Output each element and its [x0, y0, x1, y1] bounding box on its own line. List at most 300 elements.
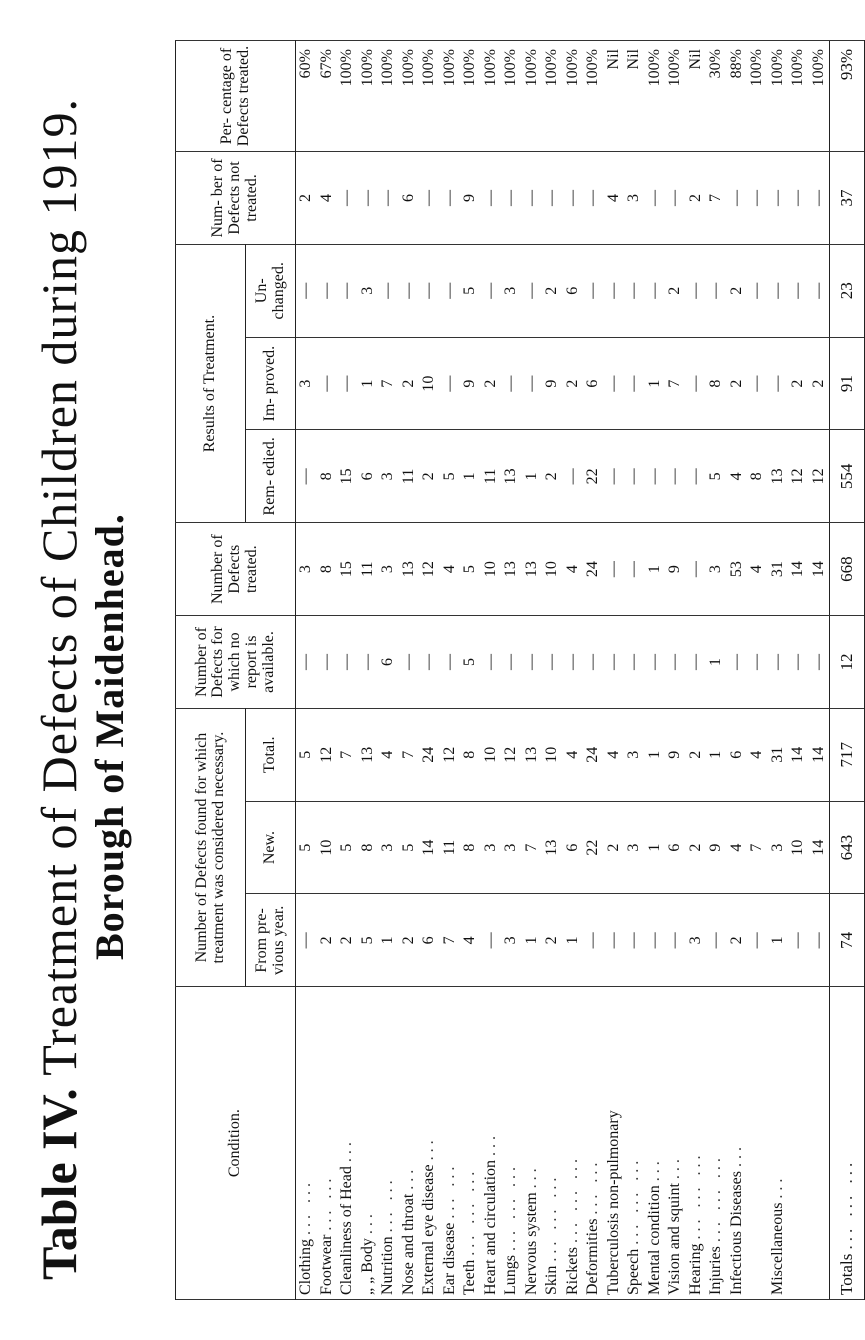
cell-improved: 9	[542, 337, 563, 430]
cell-treated: 12	[419, 523, 440, 616]
cell-not-treated: —	[501, 152, 522, 245]
col-remedied-header: Rem- edied.	[246, 430, 296, 523]
cell-prev: —	[604, 894, 625, 987]
col-treated-header: Number of Defects treated.	[176, 523, 296, 616]
condition-label: Cleanliness of Head	[338, 1166, 356, 1295]
defects-table	[175, 40, 856, 1300]
table-row	[296, 41, 317, 1300]
table-row	[460, 41, 481, 1300]
cell-remedied: —	[563, 430, 584, 523]
cell-pct: 88%	[727, 41, 748, 152]
cell-pct: 100%	[501, 41, 522, 152]
table-body	[296, 41, 865, 1300]
cell-new: 7	[747, 801, 768, 894]
cell-remedied: 5	[440, 430, 461, 523]
condition-label: Vision and squint	[666, 1183, 684, 1295]
cell-total: 14	[788, 708, 809, 801]
cell-pct: 100%	[440, 41, 461, 152]
cell-remedied: 13	[501, 430, 522, 523]
cell-new: 6	[563, 801, 584, 894]
cell-unchanged: 6	[563, 244, 584, 337]
condition-cell	[440, 987, 461, 1300]
cell-not-treated: —	[788, 152, 809, 245]
cell-new: 13	[542, 801, 563, 894]
cell-not-treated: —	[645, 152, 666, 245]
cell-pct: 100%	[563, 41, 584, 152]
condition-cell	[686, 987, 707, 1300]
cell-improved: —	[337, 337, 358, 430]
leader-dots: ...	[399, 1165, 417, 1190]
table-row	[317, 41, 338, 1300]
table-row	[419, 41, 440, 1300]
cell-prev: —	[296, 894, 317, 987]
cell-prev: —	[583, 894, 604, 987]
cell-pct: 100%	[419, 41, 440, 152]
leader-dots: ...	[358, 1210, 376, 1235]
col-no-report-header: Number of Defects for which no report is available.	[176, 616, 296, 709]
cell-improved: —	[501, 337, 522, 430]
cell-prev: 1	[378, 894, 399, 987]
cell-unchanged: —	[645, 244, 666, 337]
cell-unchanged: —	[522, 244, 543, 337]
cell-unchanged: —	[604, 244, 625, 337]
condition-cell	[706, 987, 727, 1300]
condition-cell	[378, 987, 399, 1300]
cell-improved: 7	[378, 337, 399, 430]
cell-treated: 14	[809, 523, 830, 616]
cell-no-report: —	[317, 616, 338, 709]
cell-pct: 100%	[481, 41, 502, 152]
cell-prev: —	[747, 894, 768, 987]
condition-label: Heart and circulation	[481, 1159, 499, 1295]
cell-unchanged: —	[624, 244, 645, 337]
totals-leader-dots: ... ... ...	[837, 1158, 856, 1250]
table-row	[686, 41, 707, 1300]
col-not-treated-header: Num- ber of Defects not treated.	[176, 152, 296, 245]
cell-unchanged: 5	[460, 244, 481, 337]
col-improved-header: Im- proved.	[246, 337, 296, 430]
cell-remedied: 2	[542, 430, 563, 523]
cell-unchanged: —	[768, 244, 789, 337]
table-number: Table IV.	[31, 1088, 87, 1280]
cell-remedied: 15	[337, 430, 358, 523]
cell-unchanged: —	[706, 244, 727, 337]
cell-improved: —	[440, 337, 461, 430]
cell-new: 2	[686, 801, 707, 894]
cell-unchanged: —	[747, 244, 768, 337]
cell-improved: —	[747, 337, 768, 430]
cell-remedied: 8	[317, 430, 338, 523]
leader-dots: ... ...	[379, 1176, 397, 1233]
cell-new: 3	[768, 801, 789, 894]
cell-new: 5	[337, 801, 358, 894]
cell-no-report: —	[501, 616, 522, 709]
totals-treated: 668	[830, 523, 865, 616]
cell-remedied: —	[604, 430, 625, 523]
col-percentage-header: Per- centage of Defects treated.	[176, 41, 296, 152]
condition-cell	[317, 987, 338, 1300]
cell-no-report: —	[727, 616, 748, 709]
leader-dots: ... ... ...	[502, 1163, 520, 1251]
cell-total: 6	[727, 708, 748, 801]
cell-treated: 13	[501, 523, 522, 616]
cell-new: 9	[706, 801, 727, 894]
cell-no-report: —	[440, 616, 461, 709]
cell-remedied: —	[624, 430, 645, 523]
cell-unchanged: 3	[501, 244, 522, 337]
cell-total: 10	[481, 708, 502, 801]
cell-pct: 100%	[542, 41, 563, 152]
cell-remedied: 1	[522, 430, 543, 523]
col-prev-header: From pre- vious year.	[246, 894, 296, 987]
table-row	[337, 41, 358, 1300]
cell-prev: 1	[522, 894, 543, 987]
cell-improved: —	[317, 337, 338, 430]
cell-treated: —	[604, 523, 625, 616]
cell-no-report: —	[686, 616, 707, 709]
cell-unchanged: 2	[542, 244, 563, 337]
cell-prev: 2	[399, 894, 420, 987]
cell-new: 5	[399, 801, 420, 894]
cell-new: 7	[522, 801, 543, 894]
cell-improved: —	[686, 337, 707, 430]
leader-dots: ... ... ...	[707, 1154, 725, 1243]
cell-prev: 2	[542, 894, 563, 987]
condition-label: Injuries	[707, 1246, 725, 1295]
cell-new: 10	[788, 801, 809, 894]
leader-dots: ...	[481, 1131, 499, 1156]
cell-unchanged: —	[378, 244, 399, 337]
cell-prev: 7	[440, 894, 461, 987]
table-row	[665, 41, 686, 1300]
cell-improved: 2	[809, 337, 830, 430]
cell-pct: 67%	[317, 41, 338, 152]
leader-dots: ...	[645, 1157, 663, 1182]
cell-total: 13	[358, 708, 379, 801]
table-row	[768, 41, 789, 1300]
table-row	[501, 41, 522, 1300]
leader-dots: ... ... ...	[625, 1156, 643, 1245]
condition-cell	[501, 987, 522, 1300]
cell-new: 2	[604, 801, 625, 894]
cell-improved: 3	[296, 337, 317, 430]
cell-total: 13	[522, 708, 543, 801]
cell-prev: —	[624, 894, 645, 987]
cell-prev: 2	[317, 894, 338, 987]
condition-label: Infectious Diseases	[727, 1171, 745, 1295]
cell-unchanged: —	[788, 244, 809, 337]
cell-treated: 15	[337, 523, 358, 616]
cell-not-treated: —	[747, 152, 768, 245]
cell-prev: 1	[768, 894, 789, 987]
cell-pct: 100%	[645, 41, 666, 152]
col-group-defects-header: Number of Defects found for which treatment was considered necessary.	[176, 708, 246, 986]
cell-total: 1	[706, 708, 727, 801]
cell-treated: —	[624, 523, 645, 616]
leader-dots: ... ...	[297, 1178, 315, 1235]
cell-total: 4	[604, 708, 625, 801]
cell-no-report: —	[768, 616, 789, 709]
table-row	[378, 41, 399, 1300]
cell-no-report: —	[645, 616, 666, 709]
cell-prev: 4	[460, 894, 481, 987]
cell-treated: 5	[460, 523, 481, 616]
cell-total: 2	[686, 708, 707, 801]
totals-remedied: 554	[830, 430, 865, 523]
cell-remedied: 2	[419, 430, 440, 523]
cell-total: 4	[747, 708, 768, 801]
condition-cell	[645, 987, 666, 1300]
cell-prev: 1	[563, 894, 584, 987]
cell-prev: —	[788, 894, 809, 987]
cell-no-report: —	[481, 616, 502, 709]
condition-cell	[563, 987, 584, 1300]
cell-total: 4	[378, 708, 399, 801]
cell-not-treated: 2	[686, 152, 707, 245]
cell-not-treated: —	[727, 152, 748, 245]
cell-remedied: 13	[768, 430, 789, 523]
table-row	[624, 41, 645, 1300]
condition-label: Skin	[543, 1265, 561, 1295]
cell-pct: Nil	[686, 41, 707, 152]
cell-improved: 9	[460, 337, 481, 430]
cell-treated: 3	[296, 523, 317, 616]
cell-unchanged: —	[399, 244, 420, 337]
cell-prev: —	[665, 894, 686, 987]
table-row	[542, 41, 563, 1300]
cell-pct: 100%	[522, 41, 543, 152]
borough-title: Borough of Maidenhead.	[87, 513, 132, 960]
cell-remedied: 1	[460, 430, 481, 523]
cell-total: 4	[563, 708, 584, 801]
condition-cell	[747, 987, 768, 1300]
cell-prev: 5	[358, 894, 379, 987]
cell-total: 9	[665, 708, 686, 801]
cell-new: 1	[645, 801, 666, 894]
cell-not-treated: —	[378, 152, 399, 245]
cell-total: 3	[624, 708, 645, 801]
cell-not-treated: —	[768, 152, 789, 245]
leader-dots: ...	[522, 1164, 540, 1189]
cell-improved: 1	[645, 337, 666, 430]
cell-treated: 31	[768, 523, 789, 616]
cell-unchanged: —	[317, 244, 338, 337]
cell-improved: 2	[399, 337, 420, 430]
table-row	[481, 41, 502, 1300]
totals-no-report: 12	[830, 616, 865, 709]
condition-label: Tuberculosis non-pulmonary	[604, 1110, 622, 1295]
cell-treated: 13	[522, 523, 543, 616]
cell-total: 24	[583, 708, 604, 801]
cell-remedied: 22	[583, 430, 604, 523]
cell-pct: 30%	[706, 41, 727, 152]
table-row	[604, 41, 625, 1300]
cell-unchanged: 3	[358, 244, 379, 337]
cell-prev: —	[645, 894, 666, 987]
cell-remedied: —	[665, 430, 686, 523]
cell-remedied: 8	[747, 430, 768, 523]
cell-improved: 2	[481, 337, 502, 430]
leader-dots: ...	[338, 1138, 356, 1163]
table-row	[809, 41, 830, 1300]
cell-remedied: 3	[378, 430, 399, 523]
condition-label: Ear disease	[440, 1222, 458, 1295]
condition-cell	[542, 987, 563, 1300]
cell-no-report: —	[809, 616, 830, 709]
condition-cell	[481, 987, 502, 1300]
cell-no-report: —	[604, 616, 625, 709]
cell-no-report: —	[665, 616, 686, 709]
cell-no-report: —	[358, 616, 379, 709]
leader-dots: ... ... ...	[543, 1173, 561, 1262]
table-heading	[30, 98, 88, 1280]
cell-not-treated: 9	[460, 152, 481, 245]
cell-treated: 10	[542, 523, 563, 616]
cell-treated: 13	[399, 523, 420, 616]
condition-label: Lungs	[502, 1255, 520, 1295]
totals-total: 717	[830, 708, 865, 801]
condition-label: Clothing	[297, 1238, 315, 1295]
cell-no-report: 6	[378, 616, 399, 709]
leader-dots: ...	[420, 1136, 438, 1161]
condition-label: „ „ Body	[358, 1238, 376, 1295]
cell-treated: 11	[358, 523, 379, 616]
cell-improved: 2	[788, 337, 809, 430]
cell-total: 14	[809, 708, 830, 801]
cell-no-report: —	[542, 616, 563, 709]
cell-improved: 7	[665, 337, 686, 430]
cell-new: 4	[727, 801, 748, 894]
table-row	[706, 41, 727, 1300]
cell-improved: —	[604, 337, 625, 430]
condition-cell	[768, 987, 789, 1300]
table-row	[440, 41, 461, 1300]
cell-no-report: —	[747, 616, 768, 709]
cell-not-treated: —	[358, 152, 379, 245]
cell-unchanged: —	[583, 244, 604, 337]
table-row	[788, 41, 809, 1300]
cell-treated: 10	[481, 523, 502, 616]
leader-dots: ...	[727, 1143, 745, 1168]
cell-not-treated: —	[809, 152, 830, 245]
cell-treated: 3	[378, 523, 399, 616]
cell-no-report: 5	[460, 616, 481, 709]
cell-pct: 100%	[399, 41, 420, 152]
cell-no-report: —	[337, 616, 358, 709]
cell-pct: 100%	[378, 41, 399, 152]
cell-pct: 100%	[747, 41, 768, 152]
cell-treated: 3	[706, 523, 727, 616]
cell-not-treated: 4	[317, 152, 338, 245]
table-row	[358, 41, 379, 1300]
leader-dots: ... ... ...	[461, 1167, 479, 1256]
cell-total: 8	[460, 708, 481, 801]
condition-cell	[358, 987, 379, 1300]
cell-improved: —	[768, 337, 789, 430]
cell-new: 3	[501, 801, 522, 894]
cell-treated: 4	[563, 523, 584, 616]
cell-remedied: 11	[481, 430, 502, 523]
cell-pct: 60%	[296, 41, 317, 152]
cell-new: 8	[358, 801, 379, 894]
condition-cell	[296, 987, 317, 1300]
cell-not-treated: 6	[399, 152, 420, 245]
totals-label: Totals	[837, 1253, 856, 1295]
cell-new: 3	[378, 801, 399, 894]
cell-remedied: —	[686, 430, 707, 523]
condition-label: Nervous system	[522, 1192, 540, 1295]
totals-row	[830, 41, 865, 1300]
leader-dots: ...	[768, 1174, 786, 1199]
condition-label: Rickets	[563, 1247, 581, 1295]
cell-pct: Nil	[624, 41, 645, 152]
totals-prev: 74	[830, 894, 865, 987]
cell-pct: 100%	[665, 41, 686, 152]
totals-label-cell	[830, 987, 865, 1300]
leader-dots: ... ...	[317, 1174, 335, 1231]
cell-no-report: —	[788, 616, 809, 709]
col-new-header: New.	[246, 801, 296, 894]
cell-treated: 9	[665, 523, 686, 616]
cell-remedied: 12	[788, 430, 809, 523]
cell-total: 12	[440, 708, 461, 801]
cell-remedied: 5	[706, 430, 727, 523]
totals-not-treated: 37	[830, 152, 865, 245]
cell-prev: —	[706, 894, 727, 987]
table-title: Treatment of Defects of Children during 1919.	[31, 98, 87, 1076]
cell-improved: 2	[563, 337, 584, 430]
cell-remedied: 4	[727, 430, 748, 523]
leader-dots: ...	[666, 1155, 684, 1180]
totals-unchanged: 23	[830, 244, 865, 337]
cell-prev: 3	[501, 894, 522, 987]
cell-new: 14	[419, 801, 440, 894]
cell-total: 12	[501, 708, 522, 801]
cell-unchanged: —	[440, 244, 461, 337]
cell-remedied: 11	[399, 430, 420, 523]
cell-not-treated: —	[665, 152, 686, 245]
cell-not-treated: —	[563, 152, 584, 245]
cell-no-report: —	[624, 616, 645, 709]
condition-label: Deformities	[584, 1218, 602, 1295]
cell-pct: 100%	[583, 41, 604, 152]
cell-improved: —	[624, 337, 645, 430]
cell-new: 11	[440, 801, 461, 894]
cell-new: 3	[481, 801, 502, 894]
condition-label: Teeth	[461, 1259, 479, 1295]
cell-unchanged: —	[809, 244, 830, 337]
cell-prev: 2	[337, 894, 358, 987]
cell-not-treated: —	[522, 152, 543, 245]
cell-treated: 53	[727, 523, 748, 616]
cell-no-report: —	[583, 616, 604, 709]
condition-cell	[522, 987, 543, 1300]
col-total-header: Total.	[246, 708, 296, 801]
totals-new: 643	[830, 801, 865, 894]
condition-label: Miscellaneous	[768, 1202, 786, 1295]
table-row	[522, 41, 543, 1300]
condition-label: Nutrition	[379, 1236, 397, 1295]
cell-pct: 100%	[337, 41, 358, 152]
col-group-results-header: Results of Treatment.	[176, 244, 246, 522]
cell-no-report: 1	[706, 616, 727, 709]
col-unchanged-header: Un- changed.	[246, 244, 296, 337]
cell-improved: 6	[583, 337, 604, 430]
condition-cell	[788, 987, 809, 1300]
cell-treated: 14	[788, 523, 809, 616]
cell-total: 7	[399, 708, 420, 801]
cell-new: 14	[809, 801, 830, 894]
